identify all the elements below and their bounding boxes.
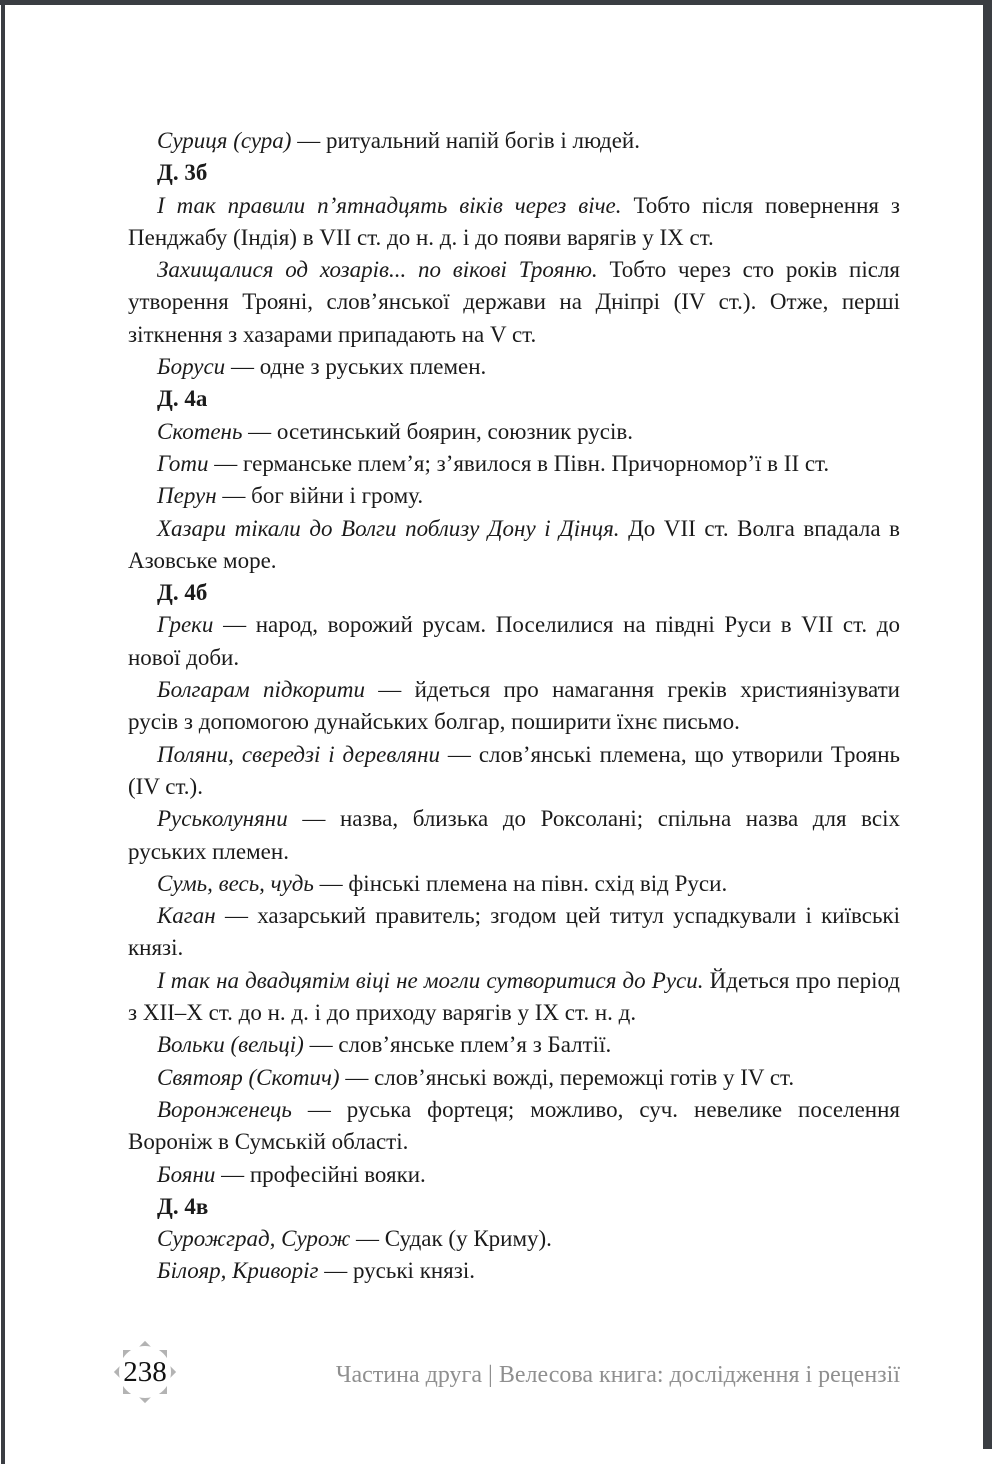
entry-definition: — народ, ворожий русам. Поселилися на півдні Руси в VII ст. до нової доби.: [128, 612, 900, 670]
glossary-entry: [128, 609, 900, 674]
glossary-entry: [128, 125, 900, 157]
entry-term: Воронженець: [157, 1096, 292, 1122]
entry-term: Каган: [157, 903, 216, 929]
glossary-entry: [128, 1029, 900, 1061]
entry-definition: До VII ст. Волга впадала в Азовське море.: [128, 515, 900, 573]
glossary-text-block: [128, 125, 900, 1288]
entry-definition: — слов’янські племена, що утворили Троянь (IV ст.).: [128, 741, 900, 799]
section-heading: Д. 4б: [157, 580, 208, 606]
glossary-entry: [128, 1094, 900, 1159]
entry-definition: — руські князі.: [318, 1258, 475, 1284]
entry-term: Захищалися од хозарів... по вікові Трояню.: [157, 257, 598, 283]
running-footer-title: Частина друга | Велесова книга: дослідження і рецензії: [335, 1362, 900, 1388]
entry-definition: Тобто через сто років після утворення Трояні, слов’янської держави на Дніпрі (IV ст.). Отже, перші зіткнення з хазарами припадають на V ст.: [128, 257, 900, 347]
entry-term: Поляни, свередзі і деревляни: [157, 741, 441, 767]
glossary-entry: [128, 868, 900, 900]
section-heading: Д. 4а: [157, 386, 208, 412]
entry-term: Готи: [157, 450, 209, 476]
entry-definition: — фінські племена на півн. схід від Руси.: [313, 870, 728, 896]
glossary-entry: [128, 254, 900, 351]
entry-term: Святояр (Скотич): [157, 1064, 340, 1090]
glossary-entry: [128, 1255, 900, 1287]
entry-definition: — слов’янські вожді, переможці готів у IV ст.: [339, 1064, 795, 1090]
page-number: 238: [123, 1355, 167, 1388]
entry-term: Сумь, весь, чудь: [157, 870, 314, 896]
entry-definition: — бог війни і грому.: [216, 483, 424, 509]
glossary-entry: [128, 803, 900, 868]
glossary-entry: [128, 965, 900, 1030]
scan-edge-top: [0, 0, 992, 5]
glossary-entry: [128, 513, 900, 578]
entry-definition: — ритуальний напій богів і людей.: [291, 128, 640, 153]
glossary-entry: [128, 480, 900, 512]
glossary-entry: [128, 739, 900, 804]
entry-term: Білояр, Криворіг: [157, 1258, 319, 1284]
entry-definition: — руська фортеця; можливо, суч. невелике поселення Вороніж в Сумській області.: [128, 1096, 900, 1155]
section-heading: Д. 3б: [157, 160, 208, 186]
entry-definition: — йдеться про намагання греків християнізувати русів з допомогою дунайських болгар, поширити їхнє письмо.: [128, 677, 900, 735]
entry-term: Сурожград, Сурож: [157, 1226, 351, 1252]
entry-definition: — хазарський правитель; згодом цей титул успадкували і київські князі.: [128, 903, 900, 961]
glossary-entry: [128, 1062, 900, 1094]
glossary-entry: [128, 1159, 900, 1191]
entry-term: Перун: [157, 483, 217, 509]
glossary-entry: [128, 190, 900, 255]
glossary-entry: [128, 1223, 900, 1255]
entry-term: Греки: [157, 612, 214, 638]
entry-term: І так на двадцятім віці не могли сутворитися до Руси.: [157, 967, 704, 993]
entry-term: Суриця (сура): [157, 128, 292, 153]
entry-definition: — професійні вояки.: [215, 1161, 426, 1187]
glossary-entry: [128, 351, 900, 383]
glossary-entry: [128, 448, 900, 480]
entry-term: І так правили п’ятнадцять віків через віче.: [157, 192, 622, 218]
glossary-entry: [128, 674, 900, 739]
entry-definition: — слов’янське плем’я з Балтії.: [303, 1032, 612, 1058]
entry-term: Болгарам підкорити: [157, 677, 365, 703]
entry-term: Скотень: [157, 418, 243, 444]
entry-definition: — германське плем’я; з’явилося в Півн. Причорномор’ї в II ст.: [208, 450, 830, 476]
page-number-ornament: [112, 1339, 178, 1405]
entry-term: Вольки (вельці): [157, 1032, 304, 1058]
entry-term: Хазари тікали до Волги поблизу Дону і Дінця.: [157, 515, 620, 541]
entry-definition: — одне з руських племен.: [225, 354, 487, 380]
entry-term: Бояни: [157, 1161, 216, 1187]
section-heading: Д. 4в: [157, 1193, 209, 1219]
entry-definition: — назва, близька до Роксолані; спільна назва для всіх руських племен.: [128, 806, 900, 864]
entry-definition: — Судак (у Криму).: [350, 1226, 552, 1252]
entry-term: Боруси: [157, 354, 226, 380]
entry-definition: — осетинський боярин, союзник русів.: [242, 418, 633, 444]
entry-term: Руськолуняни: [157, 806, 288, 832]
scan-edge-right: [983, 0, 992, 1449]
glossary-entry: [128, 900, 900, 965]
glossary-entry: [128, 416, 900, 448]
entry-definition: Тобто після повернення з Пенджабу (Індія) в VII ст. до н. д. і до появи варягів у IX ст.: [128, 192, 900, 250]
entry-definition: Йдеться про період з XII–X ст. до н. д. і до приходу варягів у IX ст. н. д.: [128, 967, 901, 1026]
scan-edge-left: [1, 0, 5, 1464]
